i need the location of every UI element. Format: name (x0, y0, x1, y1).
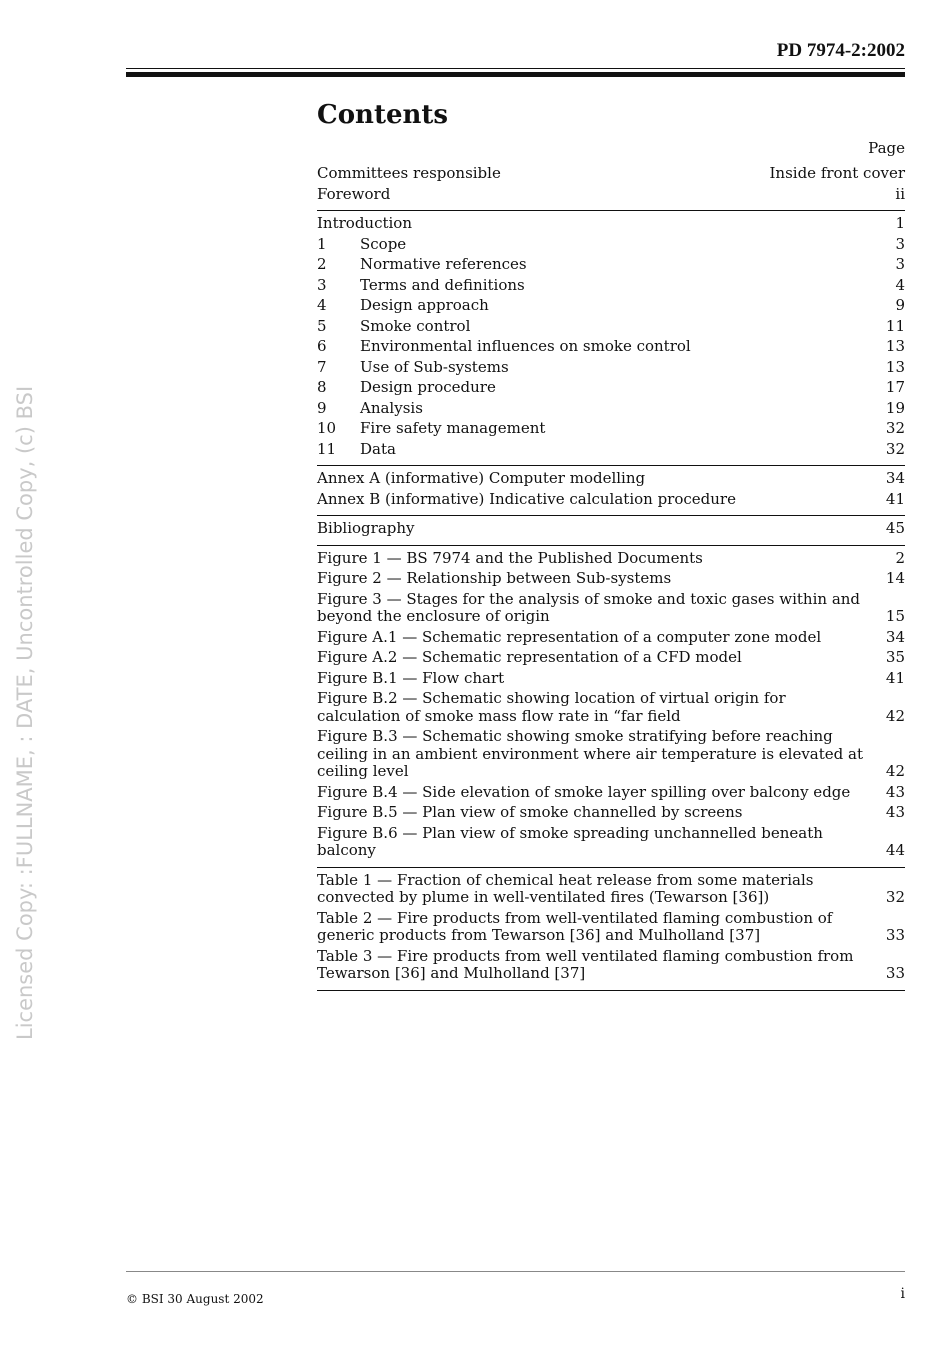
document-id: PD 7974-2:2002 (776, 40, 905, 61)
toc-entry-page: 34 (885, 627, 905, 646)
toc-group (317, 211, 905, 466)
toc-entry-label: Fire safety management (360, 419, 546, 437)
toc-entry-label: Figure 2 — Relationship between Sub-systems (317, 569, 672, 587)
toc-entry-number: 2 (317, 255, 327, 273)
toc-entry-label: Figure 1 — BS 7974 and the Published Documents (317, 548, 703, 567)
toc-entry-page: 43 (885, 803, 905, 821)
toc-entry-label: Design approach (360, 296, 489, 314)
toc-entry[interactable] (317, 420, 905, 438)
toc-entry-page: 3 (895, 234, 905, 253)
toc-entry-number: 1 (317, 234, 327, 253)
toc-entry-page: 44 (885, 841, 905, 859)
toc-entry-label: Scope (360, 234, 407, 253)
toc-entry[interactable] (317, 728, 905, 781)
toc-entry-number: 7 (317, 357, 327, 376)
toc-entry-page: 42 (885, 762, 905, 780)
toc-entry[interactable] (317, 379, 905, 397)
header-rule-thin (126, 68, 905, 69)
toc-entry[interactable] (317, 400, 905, 418)
toc-entry-page: 14 (885, 569, 905, 587)
toc-entry-label: Table 2 — Fire products from well-ventilated flaming combustion of generic products from Tewarson [36] and Mulholland [37] (317, 908, 833, 944)
toc-entry-label: Figure A.1 — Schematic representation of a computer zone model (317, 627, 822, 646)
toc-entry-label: Design procedure (360, 378, 496, 396)
toc-entry-number: 10 (317, 419, 337, 437)
toc-entry-page: ii (895, 184, 905, 203)
toc-entry-label: Data (360, 439, 396, 458)
toc-entry-label: Table 1 — Fraction of chemical heat release from some materials convected by plume in well-ventilated fires (Tewarson [36]) (317, 870, 814, 906)
toc-entry[interactable] (317, 591, 905, 626)
toc-entry-number: 11 (317, 439, 337, 458)
toc-entry[interactable] (317, 570, 905, 588)
toc-group (317, 868, 905, 991)
toc-entry-page: 3 (895, 255, 905, 273)
toc-entry-label: Figure B.2 — Schematic showing location of virtual origin for calculation of smoke mass flow rate in “far field (317, 689, 786, 725)
toc-entry[interactable] (317, 629, 905, 647)
toc-entry-label: Figure 3 — Stages for the analysis of smoke and toxic gases within and beyond the enclosure of origin (317, 589, 861, 625)
toc-entry[interactable] (317, 910, 905, 945)
toc-entry[interactable] (317, 804, 905, 822)
toc-entry-label: Figure B.4 — Side elevation of smoke layer spilling over balcony edge (317, 782, 851, 801)
toc-entry-label: Environmental influences on smoke control (360, 337, 691, 355)
toc-entry-number: 9 (317, 398, 327, 417)
toc-entry-number: 4 (317, 296, 327, 314)
toc-entry-label: Committees responsible (317, 164, 501, 182)
table-of-contents (317, 139, 905, 991)
toc-entry-page: 13 (885, 357, 905, 376)
page-title: Contents (317, 100, 449, 130)
toc-entry-label: Figure B.1 — Flow chart (317, 668, 505, 687)
toc-group (317, 516, 905, 546)
toc-entry-label: Bibliography (317, 519, 415, 537)
toc-entry-number: 5 (317, 316, 327, 335)
toc-entry-page: 4 (895, 275, 905, 294)
toc-entry-page: 32 (885, 419, 905, 437)
toc-entry-label: Annex B (informative) Indicative calculation procedure (317, 489, 736, 508)
toc-entry[interactable] (317, 784, 905, 802)
toc-entry[interactable] (317, 215, 905, 233)
toc-entry-label: Figure B.3 — Schematic showing smoke stratifying before reaching ceiling in an ambient environment where air temperature is elevated at ceiling level (317, 727, 863, 780)
toc-entry-page: 33 (885, 964, 905, 982)
toc-entry-label: Annex A (informative) Computer modelling (317, 469, 646, 487)
toc-entry-page: 32 (885, 439, 905, 458)
toc-entry-page: 11 (885, 316, 905, 335)
toc-entry-label: Figure B.6 — Plan view of smoke spreading unchannelled beneath balcony (317, 823, 823, 859)
toc-entry-page: 13 (885, 337, 905, 355)
toc-entry-page: 19 (885, 398, 905, 417)
toc-entry-page: 32 (885, 888, 905, 906)
header-rule-thick (126, 72, 905, 77)
toc-entry-page: 42 (885, 706, 905, 725)
toc-entry[interactable] (317, 297, 905, 315)
toc-entry-label: Smoke control (360, 316, 471, 335)
toc-entry[interactable] (317, 520, 905, 538)
toc-entry[interactable] (317, 277, 905, 295)
toc-entry-label: Table 3 — Fire products from well ventilated flaming combustion from Tewarson [36] and Mulholland [37] (317, 946, 854, 982)
toc-entry[interactable] (317, 318, 905, 336)
toc-entry-page: 1 (895, 214, 905, 232)
toc-entry[interactable] (317, 359, 905, 377)
toc-entry[interactable] (317, 165, 905, 183)
toc-entry-page: 41 (885, 668, 905, 687)
toc-entry-page: 15 (885, 607, 905, 625)
toc-entry-page: 17 (885, 378, 905, 396)
toc-group (317, 546, 905, 868)
toc-entry-number: 3 (317, 275, 327, 294)
page-column-heading: Page (868, 139, 905, 157)
toc-entry-label: Terms and definitions (360, 275, 525, 294)
toc-entry[interactable] (317, 670, 905, 688)
toc-entry[interactable] (317, 825, 905, 860)
footer-copyright: © BSI 30 August 2002 (126, 1292, 264, 1306)
toc-entry[interactable] (317, 186, 905, 204)
toc-groups (317, 161, 905, 991)
toc-entry-page: 35 (885, 648, 905, 666)
toc-entry-page: 45 (885, 519, 905, 537)
toc-entry[interactable] (317, 470, 905, 488)
toc-entry[interactable] (317, 649, 905, 667)
toc-entry-label: Normative references (360, 255, 527, 273)
toc-entry-page: 2 (895, 548, 905, 567)
toc-entry[interactable] (317, 690, 905, 725)
toc-entry-page: 33 (885, 926, 905, 944)
footer-page-number: i (900, 1286, 905, 1302)
toc-entry-page: 41 (885, 489, 905, 508)
footer-rule (126, 1271, 905, 1272)
licence-watermark: Licensed Copy: :FULLNAME, : DATE, Uncontrolled Copy, (c) BSI (13, 385, 37, 1040)
toc-entry-label: Figure B.5 — Plan view of smoke channelled by screens (317, 803, 743, 821)
toc-entry-label: Introduction (317, 214, 412, 232)
toc-entry[interactable] (317, 236, 905, 254)
toc-entry-label: Figure A.2 — Schematic representation of a CFD model (317, 648, 742, 666)
toc-entry-number: 8 (317, 378, 327, 396)
toc-entry[interactable] (317, 948, 905, 983)
toc-group (317, 466, 905, 516)
toc-entry[interactable] (317, 550, 905, 568)
toc-entry-page: 9 (895, 296, 905, 314)
toc-entry-page: Inside front cover (769, 164, 905, 182)
toc-entry-label: Analysis (360, 398, 423, 417)
toc-entry-page: 34 (885, 469, 905, 487)
toc-group (317, 161, 905, 211)
toc-entry[interactable] (317, 872, 905, 907)
toc-entry[interactable] (317, 338, 905, 356)
toc-entry-label: Use of Sub-systems (360, 357, 509, 376)
toc-entry[interactable] (317, 491, 905, 509)
toc-entry-page: 43 (885, 782, 905, 801)
toc-entry-label: Foreword (317, 184, 391, 203)
toc-entry[interactable] (317, 256, 905, 274)
toc-entry-number: 6 (317, 337, 327, 355)
toc-entry[interactable] (317, 441, 905, 459)
